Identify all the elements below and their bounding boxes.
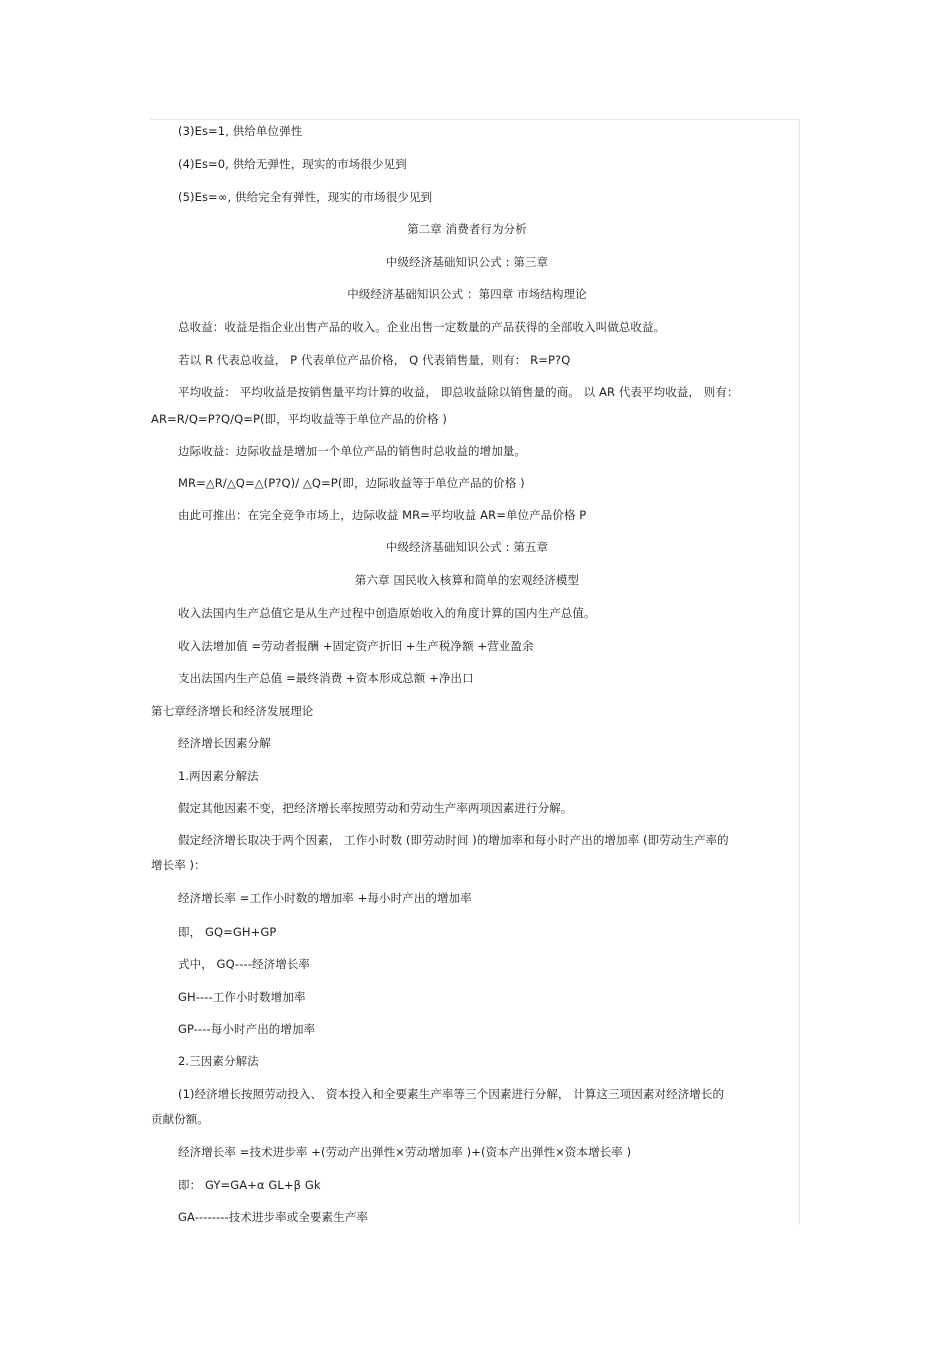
text-line-three-factor-detail-cont: 贡献份额。	[151, 1112, 209, 1126]
page-right-border	[799, 119, 800, 1225]
text-line-es0: (4)Es=0, 供给无弹性，现实的市场很少见到	[178, 157, 407, 171]
chapter-heading-6: 第六章 国民收入核算和简单的宏观经济模型	[354, 573, 580, 587]
text-line-income-value-added: 收入法增加值 =劳动者报酬 +固定资产折旧 +生产税净额 +营业盈余	[178, 639, 534, 653]
text-line-income-gdp: 收入法国内生产总值它是从生产过程中创造原始收入的角度计算的国内生产总值。	[178, 606, 596, 620]
text-line-total-revenue: 总收益：收益是指企业出售产品的收入。企业出售一定数量的产品获得的全部收入叫做总收益。	[178, 320, 666, 334]
text-line-ga-def: GA--------技术进步率或全要素生产率	[178, 1210, 368, 1224]
text-line-growth-decomposition: 经济增长因素分解	[178, 736, 271, 750]
text-line-two-factor-detail-cont: 增长率 )：	[151, 858, 206, 872]
text-line-es1: (3)Es=1, 供给单位弹性	[178, 124, 303, 138]
text-line-two-factor-detail: 假定经济增长取决于两个因素， 工作小时数 (即劳动时间 )的增加率和每小时产出的增加率 (即劳动生产率的	[178, 833, 729, 847]
chapter-heading-3: 中级经济基础知识公式 : 第三章	[385, 255, 549, 269]
chapter-heading-7: 第七章经济增长和经济发展理论	[151, 704, 314, 718]
chapter-heading-2: 第二章 消费者行为分析	[407, 222, 527, 236]
text-line-gh-def: GH----工作小时数增加率	[178, 990, 306, 1004]
text-line-average-revenue: 平均收益： 平均收益是按销售量平均计算的收益， 即总收益除以销售量的商。 以 AR 代表平均收益， 则有：	[178, 385, 739, 399]
text-line-two-factor-assume: 假定其他因素不变，把经济增长率按照劳动和劳动生产率两项因素进行分解。	[178, 801, 573, 815]
page-top-border	[150, 119, 800, 120]
text-line-gq-def: 式中， GQ----经济增长率	[178, 957, 311, 971]
text-line-gp-def: GP----每小时产出的增加率	[178, 1022, 316, 1036]
text-line-mr-formula: MR=△R/△Q=△(P?Q)/ △Q=P(即，边际收益等于单位产品的价格 )	[178, 476, 525, 490]
chapter-heading-4: 中级经济基础知识公式 ：第四章 市场结构理论	[347, 287, 587, 301]
text-line-two-factor: 1.两因素分解法	[178, 769, 259, 783]
text-line-gq-formula: 即， GQ=GH+GP	[178, 925, 277, 939]
text-line-three-factor-detail: (1)经济增长按照劳动投入、 资本投入和全要素生产率等三个因素进行分解， 计算这三项因素对经济增长的	[178, 1087, 725, 1101]
text-line-gy-formula: 即： GY=GA+α GL+β Gk	[178, 1178, 321, 1192]
text-line-es-infinite: (5)Es=∞, 供给完全有弹性，现实的市场很少见到	[178, 190, 433, 204]
text-line-perfect-competition: 由此可推出：在完全竞争市场上，边际收益 MR=平均收益 AR=单位产品价格 P	[178, 508, 587, 522]
text-line-expenditure-gdp: 支出法国内生产总值 =最终消费 +资本形成总额 +净出口	[178, 671, 474, 685]
text-line-ar-formula: AR=R/Q=P?Q/Q=P(即，平均收益等于单位产品的价格 )	[151, 412, 447, 426]
text-line-revenue-formula: 若以 R 代表总收益， P 代表单位产品价格， Q 代表销售量，则有： R=P?Q	[178, 353, 571, 367]
text-line-growth-rate-eq-3: 经济增长率 =技术进步率 +(劳动产出弹性×劳动增加率 )+(资本产出弹性×资本增长率 )	[178, 1145, 632, 1159]
text-line-growth-rate-eq: 经济增长率 =工作小时数的增加率 +每小时产出的增加率	[178, 891, 472, 905]
text-line-three-factor: 2.三因素分解法	[178, 1054, 259, 1068]
chapter-heading-5: 中级经济基础知识公式 : 第五章	[385, 540, 549, 554]
text-line-marginal-revenue: 边际收益：边际收益是增加一个单位产品的销售时总收益的增加量。	[178, 444, 526, 458]
